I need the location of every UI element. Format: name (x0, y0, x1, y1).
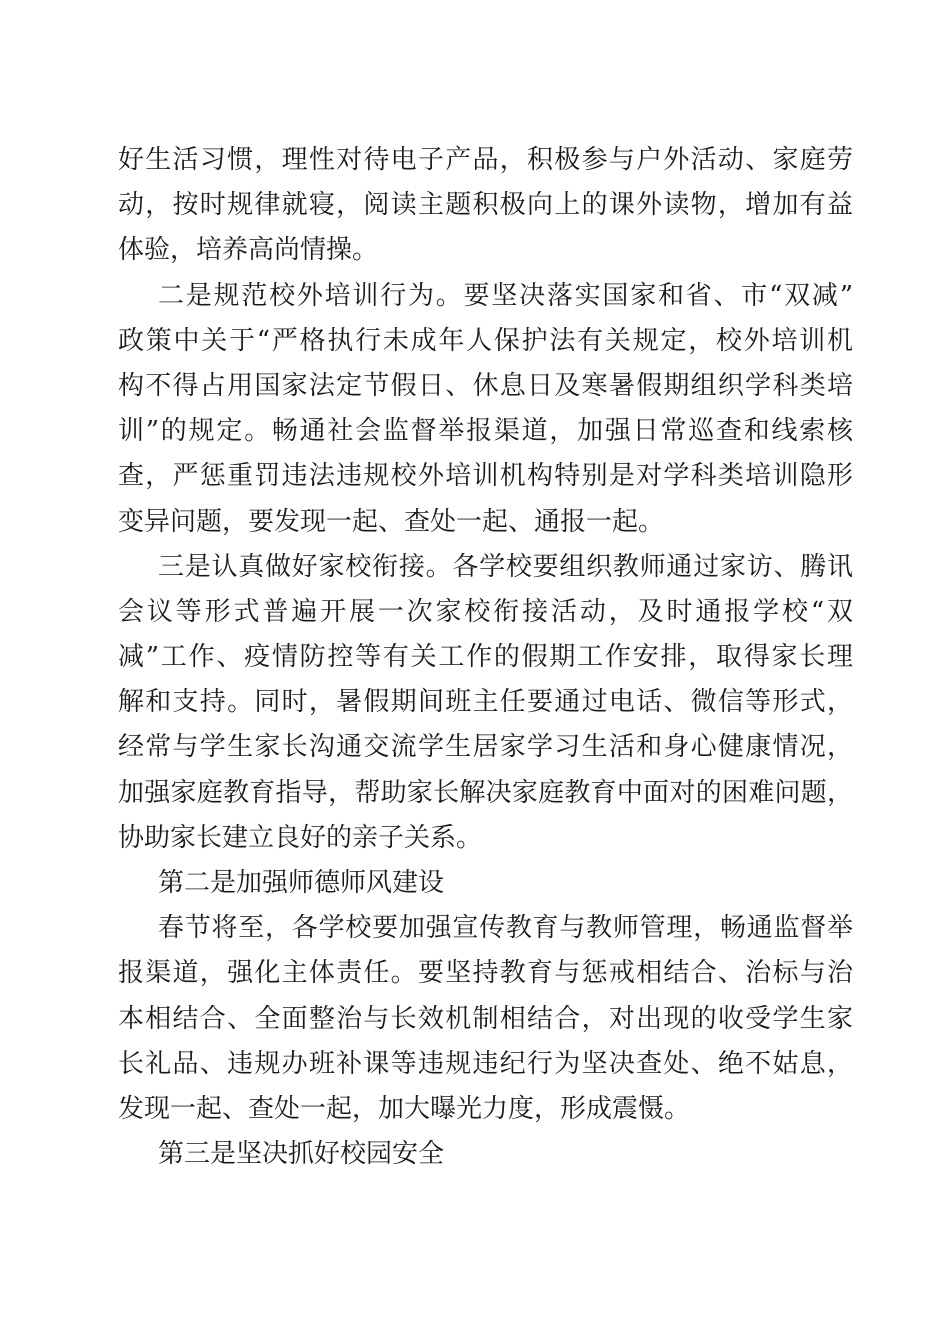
text-line: 政策中关于“严格执行未成年人保护法有关规定，校外培训机 (118, 325, 853, 356)
paragraph-off-campus-training (118, 274, 853, 545)
document-body (118, 138, 853, 1177)
section-heading: 第三是坚决抓好校园安全 (158, 1139, 445, 1170)
text-line: 长礼品、违规办班补课等违规违纪行为坚决查处、绝不姑息， (118, 1048, 853, 1079)
paragraph-teacher-ethics (118, 906, 853, 1132)
section-heading: 第二是加强师德师风建设 (158, 868, 445, 898)
text-line: 协助家长建立良好的亲子关系。 (118, 822, 483, 853)
text-line: 训”的规定。畅通社会监督举报渠道，加强日常巡查和线索核 (118, 416, 853, 447)
paragraph-continuation (118, 138, 853, 274)
text-line: 解和支持。同时，暑假期间班主任要通过电话、微信等形式， (118, 687, 853, 718)
text-line: 二是规范校外培训行为。要坚决落实国家和省、市“双减” (158, 280, 853, 311)
text-line: 减”工作、疫情防控等有关工作的假期工作安排，取得家长理 (118, 642, 853, 673)
text-line: 构不得占用国家法定节假日、休息日及寒暑假期组织学科类培 (118, 370, 853, 401)
paragraph-home-school-connection (118, 545, 853, 861)
text-line: 报渠道，强化主体责任。要坚持教育与惩戒相结合、治标与治 (118, 958, 853, 989)
section-heading-campus-safety (118, 1132, 853, 1177)
text-line: 三是认真做好家校衔接。各学校要组织教师通过家访、腾讯 (158, 551, 853, 582)
text-line: 动，按时规律就寝，阅读主题积极向上的课外读物，增加有益 (118, 190, 853, 221)
text-line: 会议等形式普遍开展一次家校衔接活动，及时通报学校“双 (118, 596, 853, 627)
text-line: 经常与学生家长沟通交流学生居家学习生活和身心健康情况， (118, 732, 853, 763)
text-line: 变异问题，要发现一起、查处一起、通报一起。 (118, 506, 665, 537)
text-line: 发现一起、查处一起，加大曝光力度，形成震慑。 (118, 1093, 691, 1124)
text-line: 查，严惩重罚违法违规校外培训机构特别是对学科类培训隐形 (118, 461, 853, 492)
text-line: 春节将至，各学校要加强宣传教育与教师管理，畅通监督举 (158, 913, 853, 944)
text-line: 好生活习惯，理性对待电子产品，积极参与户外活动、家庭劳 (118, 145, 853, 175)
text-line: 加强家庭教育指导，帮助家长解决家庭教育中面对的困难问题， (118, 777, 853, 808)
section-heading-teacher-ethics (118, 861, 853, 906)
text-line: 体验，培养高尚情操。 (118, 235, 379, 266)
text-line: 本相结合、全面整治与长效机制相结合，对出现的收受学生家 (118, 1003, 853, 1034)
